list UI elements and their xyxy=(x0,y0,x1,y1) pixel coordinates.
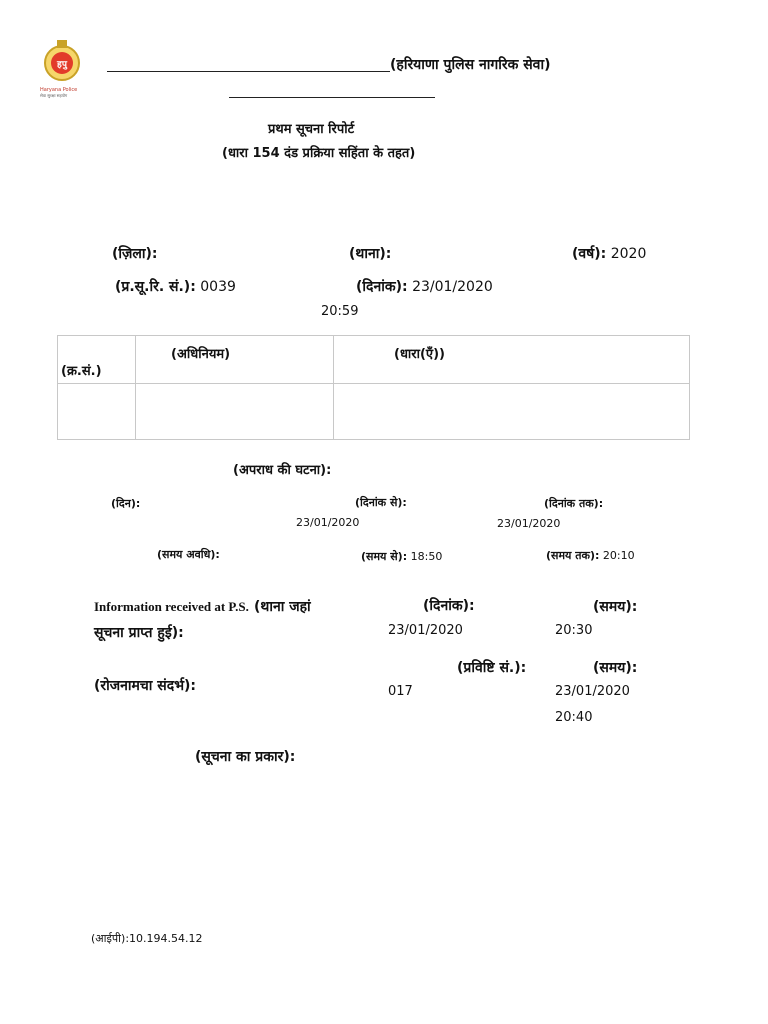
police-station-label: (थाना): xyxy=(349,246,392,262)
info-time-value: 20:30 xyxy=(555,623,593,638)
time-from-label: (समय से): xyxy=(361,550,408,563)
fir-number-field xyxy=(115,277,236,296)
fir-number-value: 0039 xyxy=(200,279,236,295)
entry-no-value: 017 xyxy=(388,684,413,699)
time-from-value: 18:50 xyxy=(410,550,443,563)
info-received-label-hi-2: सूचना प्राप्त हुई): xyxy=(94,625,184,641)
acts-sections-table xyxy=(57,335,690,440)
occurrence-heading: (अपराध की घटना): xyxy=(233,463,332,478)
date-to-value: 23/01/2020 xyxy=(497,517,561,530)
table-header-cell: (धारा(एँ)) xyxy=(334,336,690,384)
table-cell xyxy=(334,384,690,440)
gd-reference-label: (रोजनामचा संदर्भ): xyxy=(94,678,197,694)
year-label: (वर्ष): xyxy=(572,246,607,262)
gd-date-value: 23/01/2020 xyxy=(555,684,630,699)
fir-date-label: (दिनांक): xyxy=(356,279,408,295)
svg-text:हपु: हपु xyxy=(57,60,67,70)
fir-date-field xyxy=(356,277,493,296)
report-subtitle: (धारा 154 दंड प्रक्रिया सहिंता के तहत) xyxy=(222,146,416,161)
info-received-label-hi: (थाना जहां xyxy=(254,599,311,615)
org-title: (हरियाणा पुलिस नागरिक सेवा) xyxy=(390,57,551,73)
report-title: प्रथम सूचना रिपोर्ट xyxy=(268,122,355,137)
info-received-label-en: Information received at P.S. xyxy=(94,599,249,614)
year-field xyxy=(572,244,646,263)
footer-ip: (आईपी):10.194.54.12 xyxy=(91,932,203,945)
logo-motto: सेवा सुरक्षा सहयोग xyxy=(40,93,68,98)
table-cell xyxy=(58,384,136,440)
info-date-value: 23/01/2020 xyxy=(388,623,463,638)
header-subrule xyxy=(229,97,435,98)
info-type-label: (सूचना का प्रकार): xyxy=(195,749,296,765)
fir-time-value: 20:59 xyxy=(321,304,359,319)
time-to-field xyxy=(546,548,635,563)
date-to-label: (दिनांक तक): xyxy=(544,497,604,510)
info-date-label: (दिनांक): xyxy=(423,598,475,614)
gd-time-label: (समय): xyxy=(593,660,638,676)
table-header-row xyxy=(58,336,690,384)
info-received-label xyxy=(94,596,311,616)
date-from-label: (दिनांक से): xyxy=(355,496,407,509)
table-row xyxy=(58,384,690,440)
info-time-label: (समय): xyxy=(593,599,638,615)
gd-time-value: 20:40 xyxy=(555,710,593,725)
fir-date-value: 23/01/2020 xyxy=(412,279,493,295)
entry-no-label: (प्रविष्टि सं.): xyxy=(457,660,527,676)
logo-caption: Haryana Police xyxy=(40,87,78,93)
fir-number-label: (प्र.सू.रि. सं.): xyxy=(115,279,196,295)
date-from-value: 23/01/2020 xyxy=(296,516,360,529)
time-to-label: (समय तक): xyxy=(546,549,600,562)
district-label: (ज़िला): xyxy=(112,246,158,262)
table-header-cell: (अधिनियम) xyxy=(136,336,334,384)
table-cell xyxy=(136,384,334,440)
time-period-label: (समय अवधि): xyxy=(157,548,220,561)
table-header-cell: (क्र.सं.) xyxy=(58,336,136,384)
time-to-value: 20:10 xyxy=(602,549,635,562)
time-from-field xyxy=(361,549,442,564)
year-value: 2020 xyxy=(610,246,647,262)
header-rule xyxy=(107,71,390,72)
day-label: (दिन): xyxy=(111,497,141,510)
